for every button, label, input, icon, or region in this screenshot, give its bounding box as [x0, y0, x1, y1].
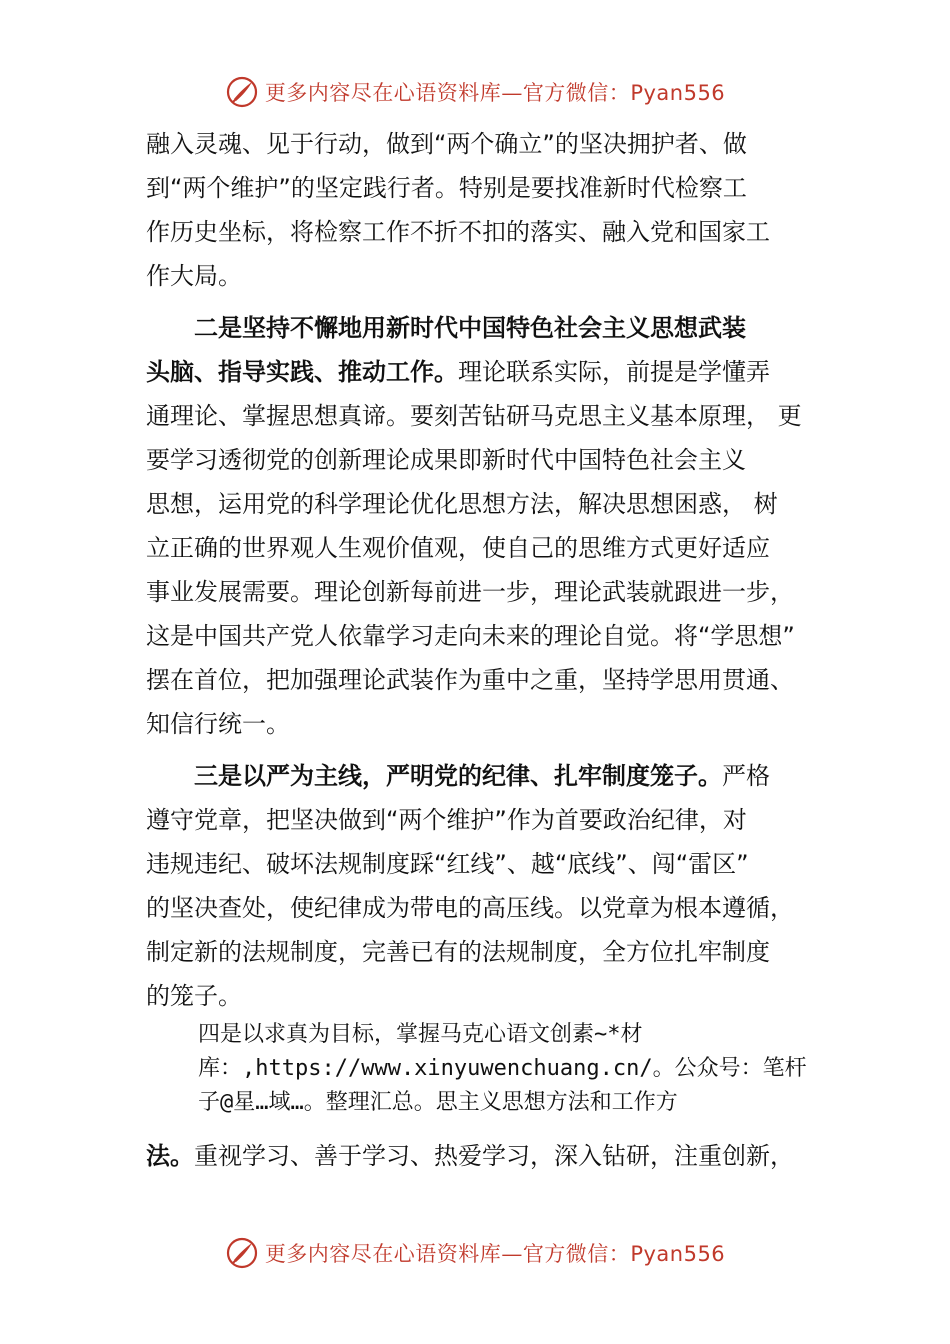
text-line: 作大局。: [146, 262, 242, 290]
heading-tail: 法。: [146, 1142, 194, 1170]
document-body: [146, 122, 826, 1178]
paragraph-1: [146, 122, 826, 298]
text-line: 通理论、掌握思想真谛。要刻苦钻研马克思主义基本原理， 更: [146, 402, 802, 430]
text-line: 事业发展需要。理论创新每前进一步，理论武装就跟进一步，: [146, 578, 794, 606]
text-tail: 理论联系实际，前提是学懂弄: [458, 358, 770, 386]
text-line: [146, 1134, 826, 1178]
text-line: 知信行统一。: [146, 710, 290, 738]
footer-text: [265, 1238, 725, 1268]
text-line: 的坚决查处，使纪律成为带电的高压线。以党章为根本遵循，: [146, 894, 794, 922]
text-line: 四是以求真为目标，掌握马克心语文创素~*材: [198, 1022, 643, 1047]
header-sep: —: [501, 81, 523, 105]
header-watermark: [0, 70, 950, 114]
text-line: 融入灵魂、见于行动，做到“两个确立”的坚决拥护者、做: [146, 130, 747, 158]
text-line: 遵守党章，把坚决做到“两个维护”作为首要政治纪律，对: [146, 806, 747, 834]
footer-left: 更多内容尽在心语资料库: [264, 1242, 502, 1266]
footer-mid: 官方微信：: [522, 1242, 631, 1266]
heading-text: 三是以严为主线，严明党的纪律、扎牢制度笼子。: [194, 762, 722, 790]
text-line: 思想，运用党的科学理论优化思想方法，解决思想困惑， 树: [146, 490, 778, 518]
text-line: 立正确的世界观人生观价值观，使自己的思维方式更好适应: [146, 534, 770, 562]
footer-account: Pyan556: [630, 1242, 726, 1266]
header-left: 更多内容尽在心语资料库: [264, 81, 502, 105]
text-tail: 严格: [722, 762, 770, 790]
quill-logo-icon: [225, 1236, 259, 1270]
quill-logo-icon: [225, 75, 259, 109]
paragraph-2: [146, 306, 826, 746]
header-text: [265, 77, 725, 107]
paragraph-3: [146, 754, 826, 1018]
text-line: 库：,https://www.xinyuwenchuang.cn/。公众号：笔杆: [198, 1056, 807, 1081]
text-line: 到“两个维护”的坚定践行者。特别是要找准新时代检察工: [146, 174, 747, 202]
text-line: 制定新的法规制度，完善已有的法规制度，全方位扎牢制度: [146, 938, 770, 966]
text-line: 违规违纪、破坏法规制度踩“红线”、越“底线”、闯“雷区”: [146, 850, 749, 878]
text-line: 这是中国共产党人依靠学习走向未来的理论自觉。将“学思想”: [146, 622, 795, 650]
text-line: [146, 350, 826, 394]
header-account: Pyan556: [630, 81, 726, 105]
text-line: 的笼子。: [146, 982, 242, 1010]
text-tail: 重视学习、善于学习、热爱学习，深入钻研，注重创新，: [194, 1142, 794, 1170]
text-line-heading: 二是坚持不懈地用新时代中国特色社会主义思想武装: [194, 314, 746, 342]
text-line: 子@星…域…。整理汇总。思主义思想方法和工作方: [198, 1090, 678, 1115]
footer-watermark: [0, 1231, 950, 1275]
header-mid: 官方微信：: [522, 81, 631, 105]
text-line: 摆在首位，把加强理论武装作为重中之重，坚持学思用贯通、: [146, 666, 794, 694]
heading-tail: 头脑、指导实践、推动工作。: [146, 358, 458, 386]
paragraph-4: [146, 1018, 826, 1178]
text-line: [146, 754, 826, 798]
footer-sep: —: [501, 1242, 523, 1266]
text-line: 作历史坐标，将检察工作不折不扣的落实、融入党和国家工: [146, 218, 770, 246]
text-line: 要学习透彻党的创新理论成果即新时代中国特色社会主义: [146, 446, 746, 474]
